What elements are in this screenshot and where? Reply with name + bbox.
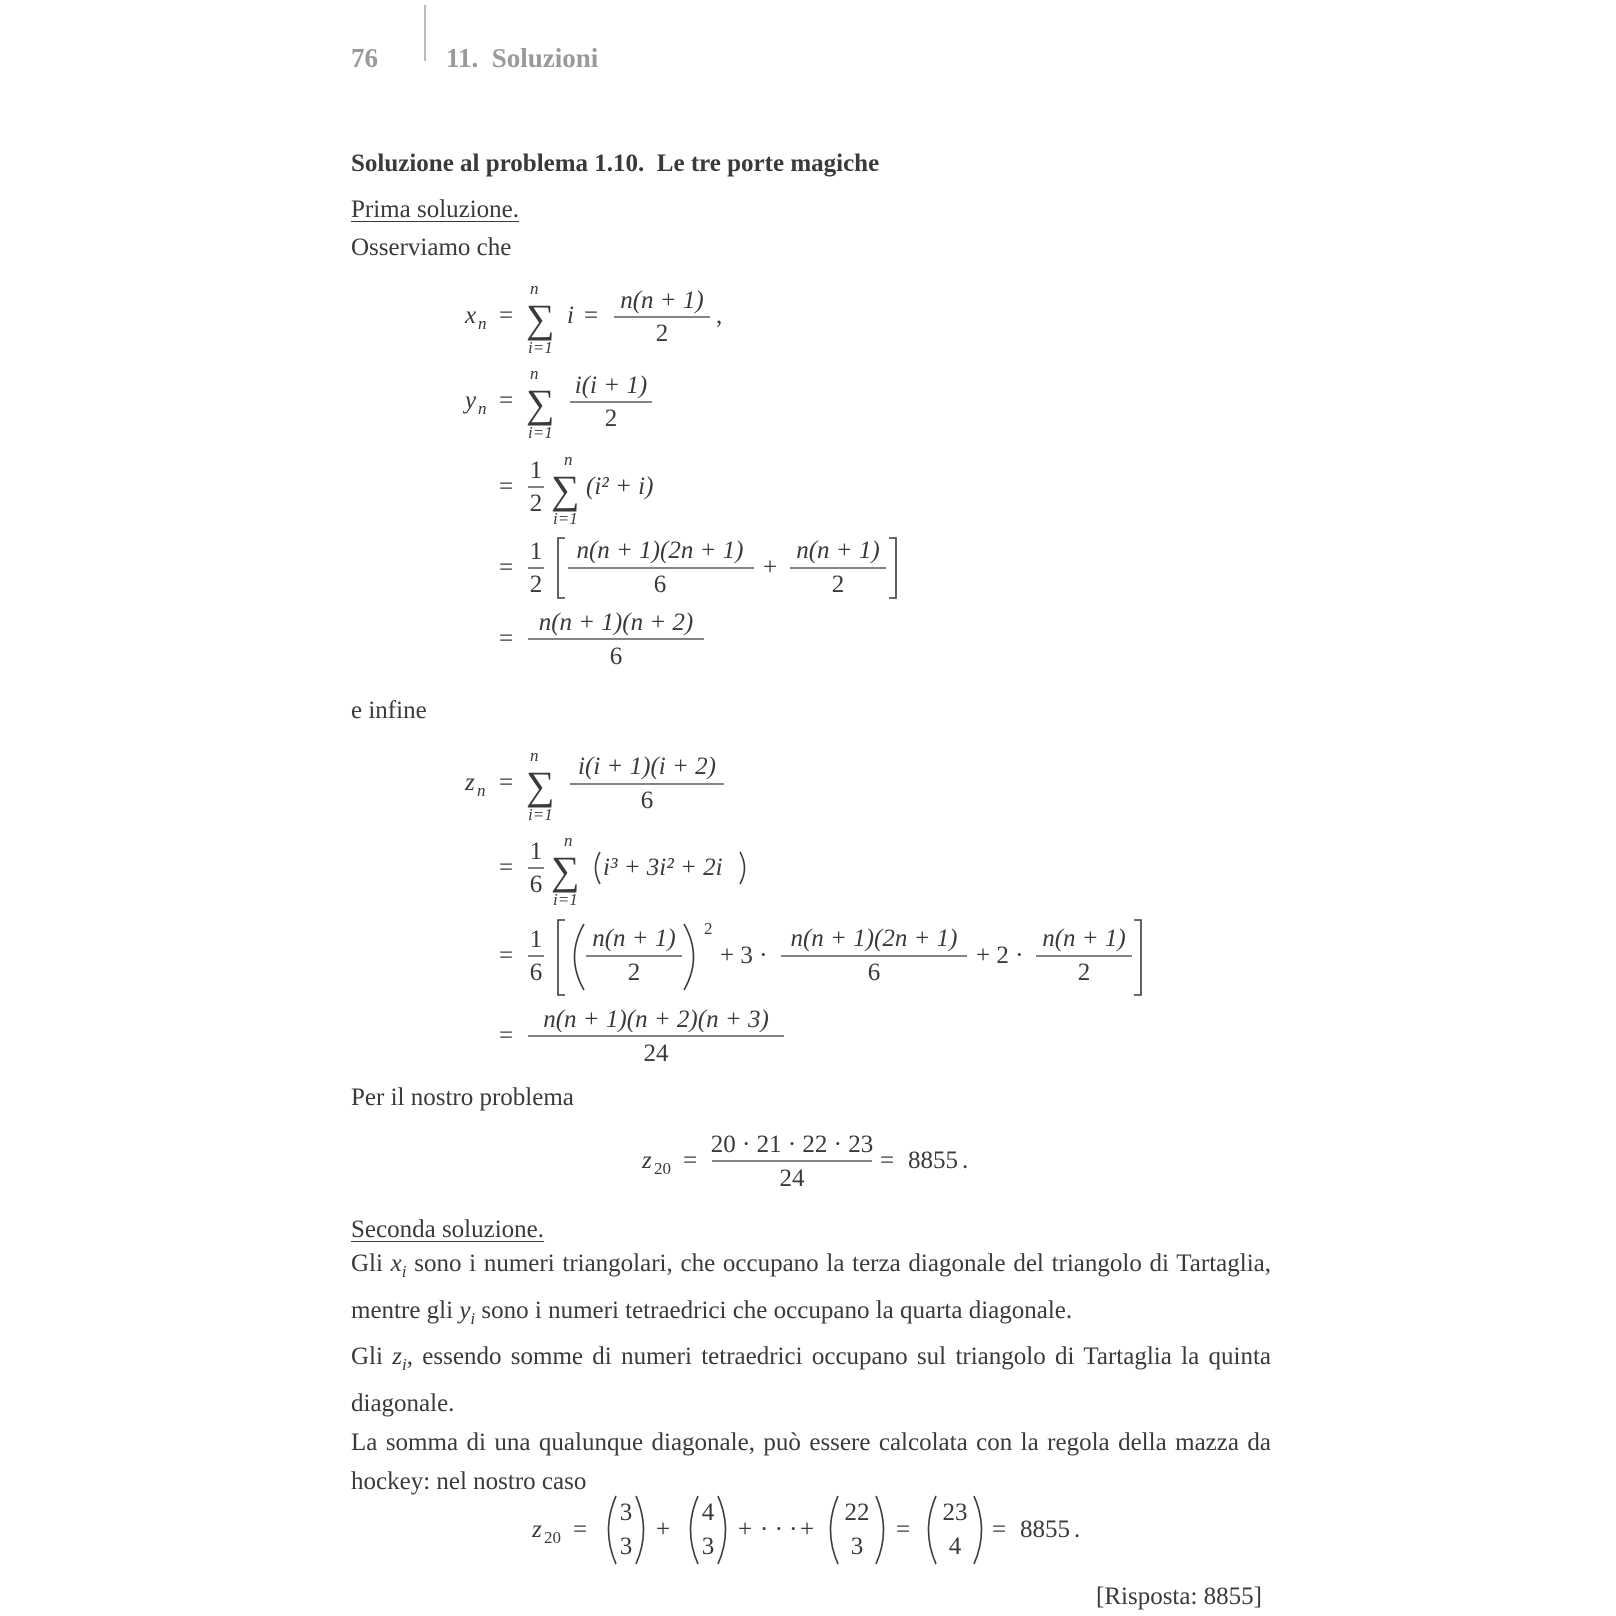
result: 8855: [908, 1147, 958, 1174]
numerator: 1: [529, 457, 543, 484]
sigma-icon: ∑: [526, 296, 555, 341]
left-paren: [831, 1496, 839, 1564]
numerator: i(i + 1): [574, 372, 648, 399]
ellipsis: · · ·: [760, 1516, 798, 1543]
binomial-bottom: 3: [619, 1533, 633, 1560]
plus-sign: +: [738, 1516, 753, 1543]
sub-n: n: [478, 399, 487, 418]
denominator: 2: [604, 405, 618, 432]
text-segment: sono i numeri tetraedrici che occupano la quarta diagonale.: [475, 1296, 1073, 1324]
binomial-top: 4: [701, 1499, 715, 1526]
binomial-top: 3: [619, 1499, 633, 1526]
var-x: x: [390, 1250, 402, 1277]
sub-20: 20: [654, 1159, 671, 1178]
var-x: x: [465, 302, 477, 329]
binomial-bottom: 3: [850, 1533, 864, 1560]
equation-z-20-product: [641, 1131, 968, 1192]
equals-sign: =: [584, 302, 599, 329]
denominator: 6: [529, 871, 543, 898]
sum-top: n: [564, 831, 573, 850]
equals-sign: =: [499, 302, 514, 329]
left-paren: [929, 1496, 937, 1564]
numerator: 20 · 21 · 22 · 23: [710, 1131, 874, 1158]
text-segment: Gli: [351, 1250, 391, 1277]
equals-sign: =: [499, 387, 514, 414]
sum-bottom: i=1: [528, 338, 553, 357]
numerator: n(n + 1): [620, 287, 704, 314]
equation-z-n: [464, 746, 1141, 1067]
binomial-top: 23: [942, 1499, 968, 1526]
var-z: z: [392, 1343, 402, 1371]
sum-bottom: i=1: [553, 509, 578, 528]
right-paren: [718, 1496, 726, 1564]
paragraph-triangular: [351, 1245, 1271, 1338]
sigma-icon: ∑: [551, 467, 580, 512]
var-z: z: [465, 769, 475, 796]
equation-x-n: [464, 279, 722, 357]
plus-three-dot: + 3 ·: [720, 942, 768, 969]
binomial-bottom: 3: [701, 1533, 715, 1560]
right-bracket: [889, 538, 896, 598]
equals-sign: =: [683, 1147, 698, 1174]
left-bracket: [558, 538, 565, 598]
second-solution-body: [351, 1245, 1271, 1501]
denominator: 24: [643, 1040, 669, 1067]
equals-sign: =: [880, 1147, 895, 1174]
summand: i³ + 3i² + 2i: [603, 854, 723, 881]
section-title: Soluzione al problema 1.10. Le tre porte magiche: [351, 150, 880, 177]
numerator: n(n + 1): [1042, 925, 1126, 952]
page-number: 76: [351, 43, 378, 73]
finally-text: e infine: [351, 697, 427, 724]
numerator: 1: [529, 926, 543, 953]
denominator: 2: [1077, 959, 1091, 986]
numerator: n(n + 1): [796, 537, 880, 564]
chapter-heading: 11. Soluzioni: [446, 43, 599, 73]
equals-sign: =: [896, 1516, 911, 1543]
right-paren: [636, 1496, 644, 1564]
sub-i: i: [401, 1262, 407, 1281]
right-bracket: [1134, 920, 1141, 995]
sigma-icon: ∑: [551, 848, 580, 893]
right-paren: [684, 924, 694, 990]
sum-top: n: [530, 746, 539, 765]
numerator: 1: [529, 538, 543, 565]
text-segment: sono i numeri triangolari, che occupano la terza diagonale del triangolo di Tartaglia, mentre gli: [351, 1250, 1271, 1324]
denominator: 24: [779, 1165, 805, 1192]
left-bracket: [558, 920, 565, 995]
period: .: [962, 1147, 969, 1174]
exponent: 2: [704, 919, 713, 938]
sum-bottom: i=1: [528, 805, 553, 824]
equals-sign: =: [499, 942, 514, 969]
right-paren: [876, 1496, 884, 1564]
denominator: 6: [609, 643, 623, 670]
denominator: 2: [627, 959, 641, 986]
sub-n: n: [478, 314, 487, 333]
left-paren: [691, 1496, 699, 1564]
sub-n: n: [477, 781, 486, 800]
denominator: 6: [529, 959, 543, 986]
text-segment: Gli: [351, 1343, 393, 1371]
numerator: n(n + 1)(2n + 1): [790, 925, 958, 952]
numerator: n(n + 1)(n + 2)(n + 3): [543, 1006, 769, 1033]
right-paren: [740, 852, 745, 884]
left-paren: [596, 852, 601, 884]
plus-sign: +: [763, 554, 778, 581]
binomial-bottom: 4: [948, 1533, 962, 1560]
var-y: y: [459, 1296, 471, 1324]
plus-sign: +: [800, 1516, 815, 1543]
equation-y-n: [462, 364, 896, 670]
observe-text: Osserviamo che: [351, 234, 512, 261]
denominator: 2: [529, 490, 543, 517]
equals-sign: =: [499, 625, 514, 652]
sub-20: 20: [544, 1528, 561, 1547]
period: .: [1074, 1516, 1081, 1543]
text-segment: , essendo somme di numeri tetraedrici occupano sul triangolo di Tartaglia la quinta diagonale.: [351, 1343, 1271, 1418]
left-paren: [609, 1496, 617, 1564]
denominator: 2: [655, 320, 669, 347]
equals-sign: =: [992, 1516, 1007, 1543]
sub-i: i: [402, 1355, 407, 1375]
equals-sign: =: [499, 854, 514, 881]
var-z: z: [532, 1516, 542, 1543]
left-paren: [575, 924, 585, 990]
paragraph-hockey-stick: La somma di una qualunque diagonale, può essere calcolata con la regola della mazza da hockey: nel nostro caso: [351, 1428, 1271, 1495]
sum-top: n: [564, 450, 573, 469]
sum-bottom: i=1: [553, 890, 578, 909]
denominator: 2: [831, 571, 845, 598]
summand: (i² + i): [586, 473, 654, 500]
first-solution-label: Prima soluzione.: [351, 196, 520, 223]
denominator: 6: [653, 571, 667, 598]
equation-z-20-binomial: [531, 1496, 1080, 1564]
sum-bottom: i=1: [528, 423, 553, 442]
sum-top: n: [530, 364, 539, 383]
second-solution-label: Seconda soluzione.: [351, 1216, 545, 1243]
numerator: n(n + 1): [592, 925, 676, 952]
equals-sign: =: [499, 769, 514, 796]
equals-sign: =: [573, 1516, 588, 1543]
numerator: 1: [529, 838, 543, 865]
plus-two-dot: + 2 ·: [976, 942, 1024, 969]
sum-top: n: [530, 279, 539, 298]
right-paren: [974, 1496, 982, 1564]
result: 8855: [1020, 1516, 1070, 1543]
denominator: 2: [529, 571, 543, 598]
var-y: y: [465, 387, 477, 414]
var-z: z: [642, 1147, 652, 1174]
paragraph-fifth-diagonal: [351, 1338, 1271, 1423]
numerator: n(n + 1)(n + 2): [538, 609, 694, 636]
numerator: i(i + 1)(i + 2): [578, 753, 716, 780]
plus-sign: +: [656, 1516, 671, 1543]
sigma-icon: ∑: [526, 763, 555, 808]
our-problem-text: Per il nostro problema: [351, 1084, 574, 1111]
equals-sign: =: [499, 554, 514, 581]
sub-i: i: [470, 1308, 476, 1328]
equals-sign: =: [499, 1022, 514, 1049]
comma: ,: [716, 302, 723, 329]
equals-sign: =: [499, 473, 514, 500]
binomial-top: 22: [844, 1499, 870, 1526]
numerator: n(n + 1)(2n + 1): [576, 537, 744, 564]
denominator: 6: [640, 787, 654, 814]
answer-box: [Risposta: 8855]: [1096, 1583, 1262, 1610]
denominator: 6: [867, 959, 881, 986]
var-i: i: [567, 302, 574, 329]
sigma-icon: ∑: [526, 381, 555, 426]
